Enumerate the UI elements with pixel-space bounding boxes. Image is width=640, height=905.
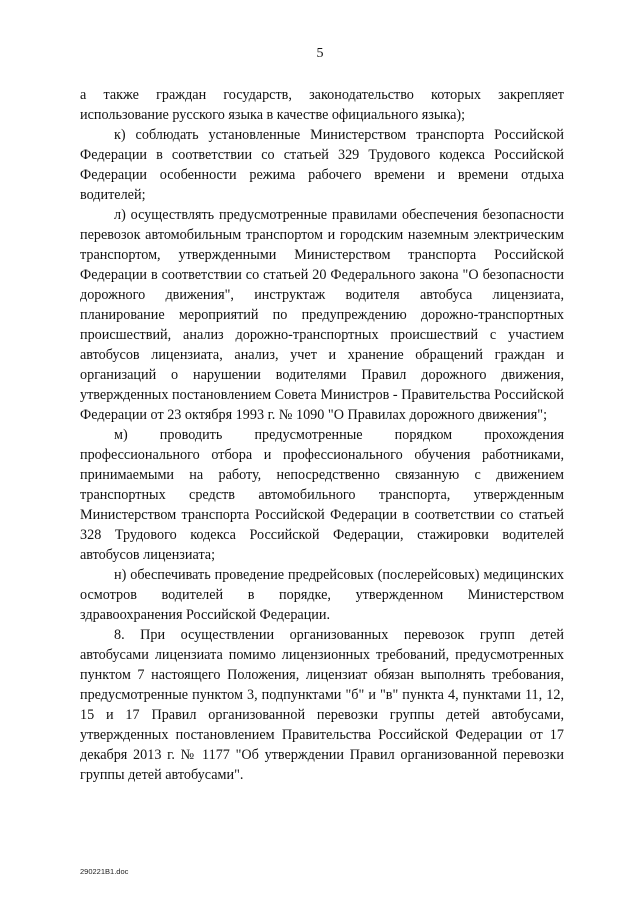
paragraph-item-n: н) обеспечивать проведение предрейсовых (послерейсовых) медицинских осмотров водителей в порядке, утвержденном Министерством здравоохранения Российской Федерации.	[80, 567, 564, 623]
file-name-footer: 290221B1.doc	[80, 867, 129, 876]
paragraph-item-k: к) соблюдать установленные Министерством транспорта Российской Федерации в соответствии со статьей 329 Трудового кодекса Российской Федерации особенности режима рабочего времени и времени отдыха водителей;	[80, 127, 564, 203]
paragraph-clause-8: 8. При осуществлении организованных перевозок групп детей автобусами лицензиата помимо лицензионных требований, предусмотренных пунктом 7 настоящего Положения, лицензиат обязан выполнять требования, предусмотренные пунктом 3, подпунктами "б" и "в" пункта 4, пунктами 11, 12, 15 и 17 Правил организованной перевозки группы детей автобусами, утвержденных постановлением Правительства Российской Федерации от 17 декабря 2013 г. № 1177 "Об утверждении Правил организованной перевозки группы детей автобусами".	[80, 627, 564, 783]
paragraph-item-m: м) проводить предусмотренные порядком прохождения профессионального отбора и профессионального обучения работниками, принимаемыми на работу, непосредственно связанную с движением транспортных средств автомобильного транспорта, утвержденным Министерством транспорта Российской Федерации в соответствии со статьей 328 Трудового кодекса Российской Федерации, стажировки водителей автобусов лицензиата;	[80, 427, 564, 563]
paragraph-item-l: л) осуществлять предусмотренные правилами обеспечения безопасности перевозок автомобильным транспортом и городским наземным электрическим транспортом, утвержденными Министерством транспорта Российской Федерации в соответствии со статьей 20 Федерального закона "О безопасности дорожного движения", инструктаж водителя автобуса лицензиата, планирование мероприятий по предупреждению дорожно-транспортных происшествий, анализ дорожно-транспортных происшествий с участием автобусов лицензиата, анализ, учет и хранение обращений граждан и организаций о нарушении водителями Правил дорожного движения, утвержденных постановлением Совета Министров - Правительства Российской Федерации от 23 октября 1993 г. № 1090 "О Правилах дорожного движения";	[80, 207, 564, 423]
document-body	[80, 85, 564, 785]
paragraph-continuation: а также граждан государств, законодательство которых закрепляет использование русского языка в качестве официального языка);	[80, 87, 564, 123]
page-number: 5	[316, 46, 324, 61]
